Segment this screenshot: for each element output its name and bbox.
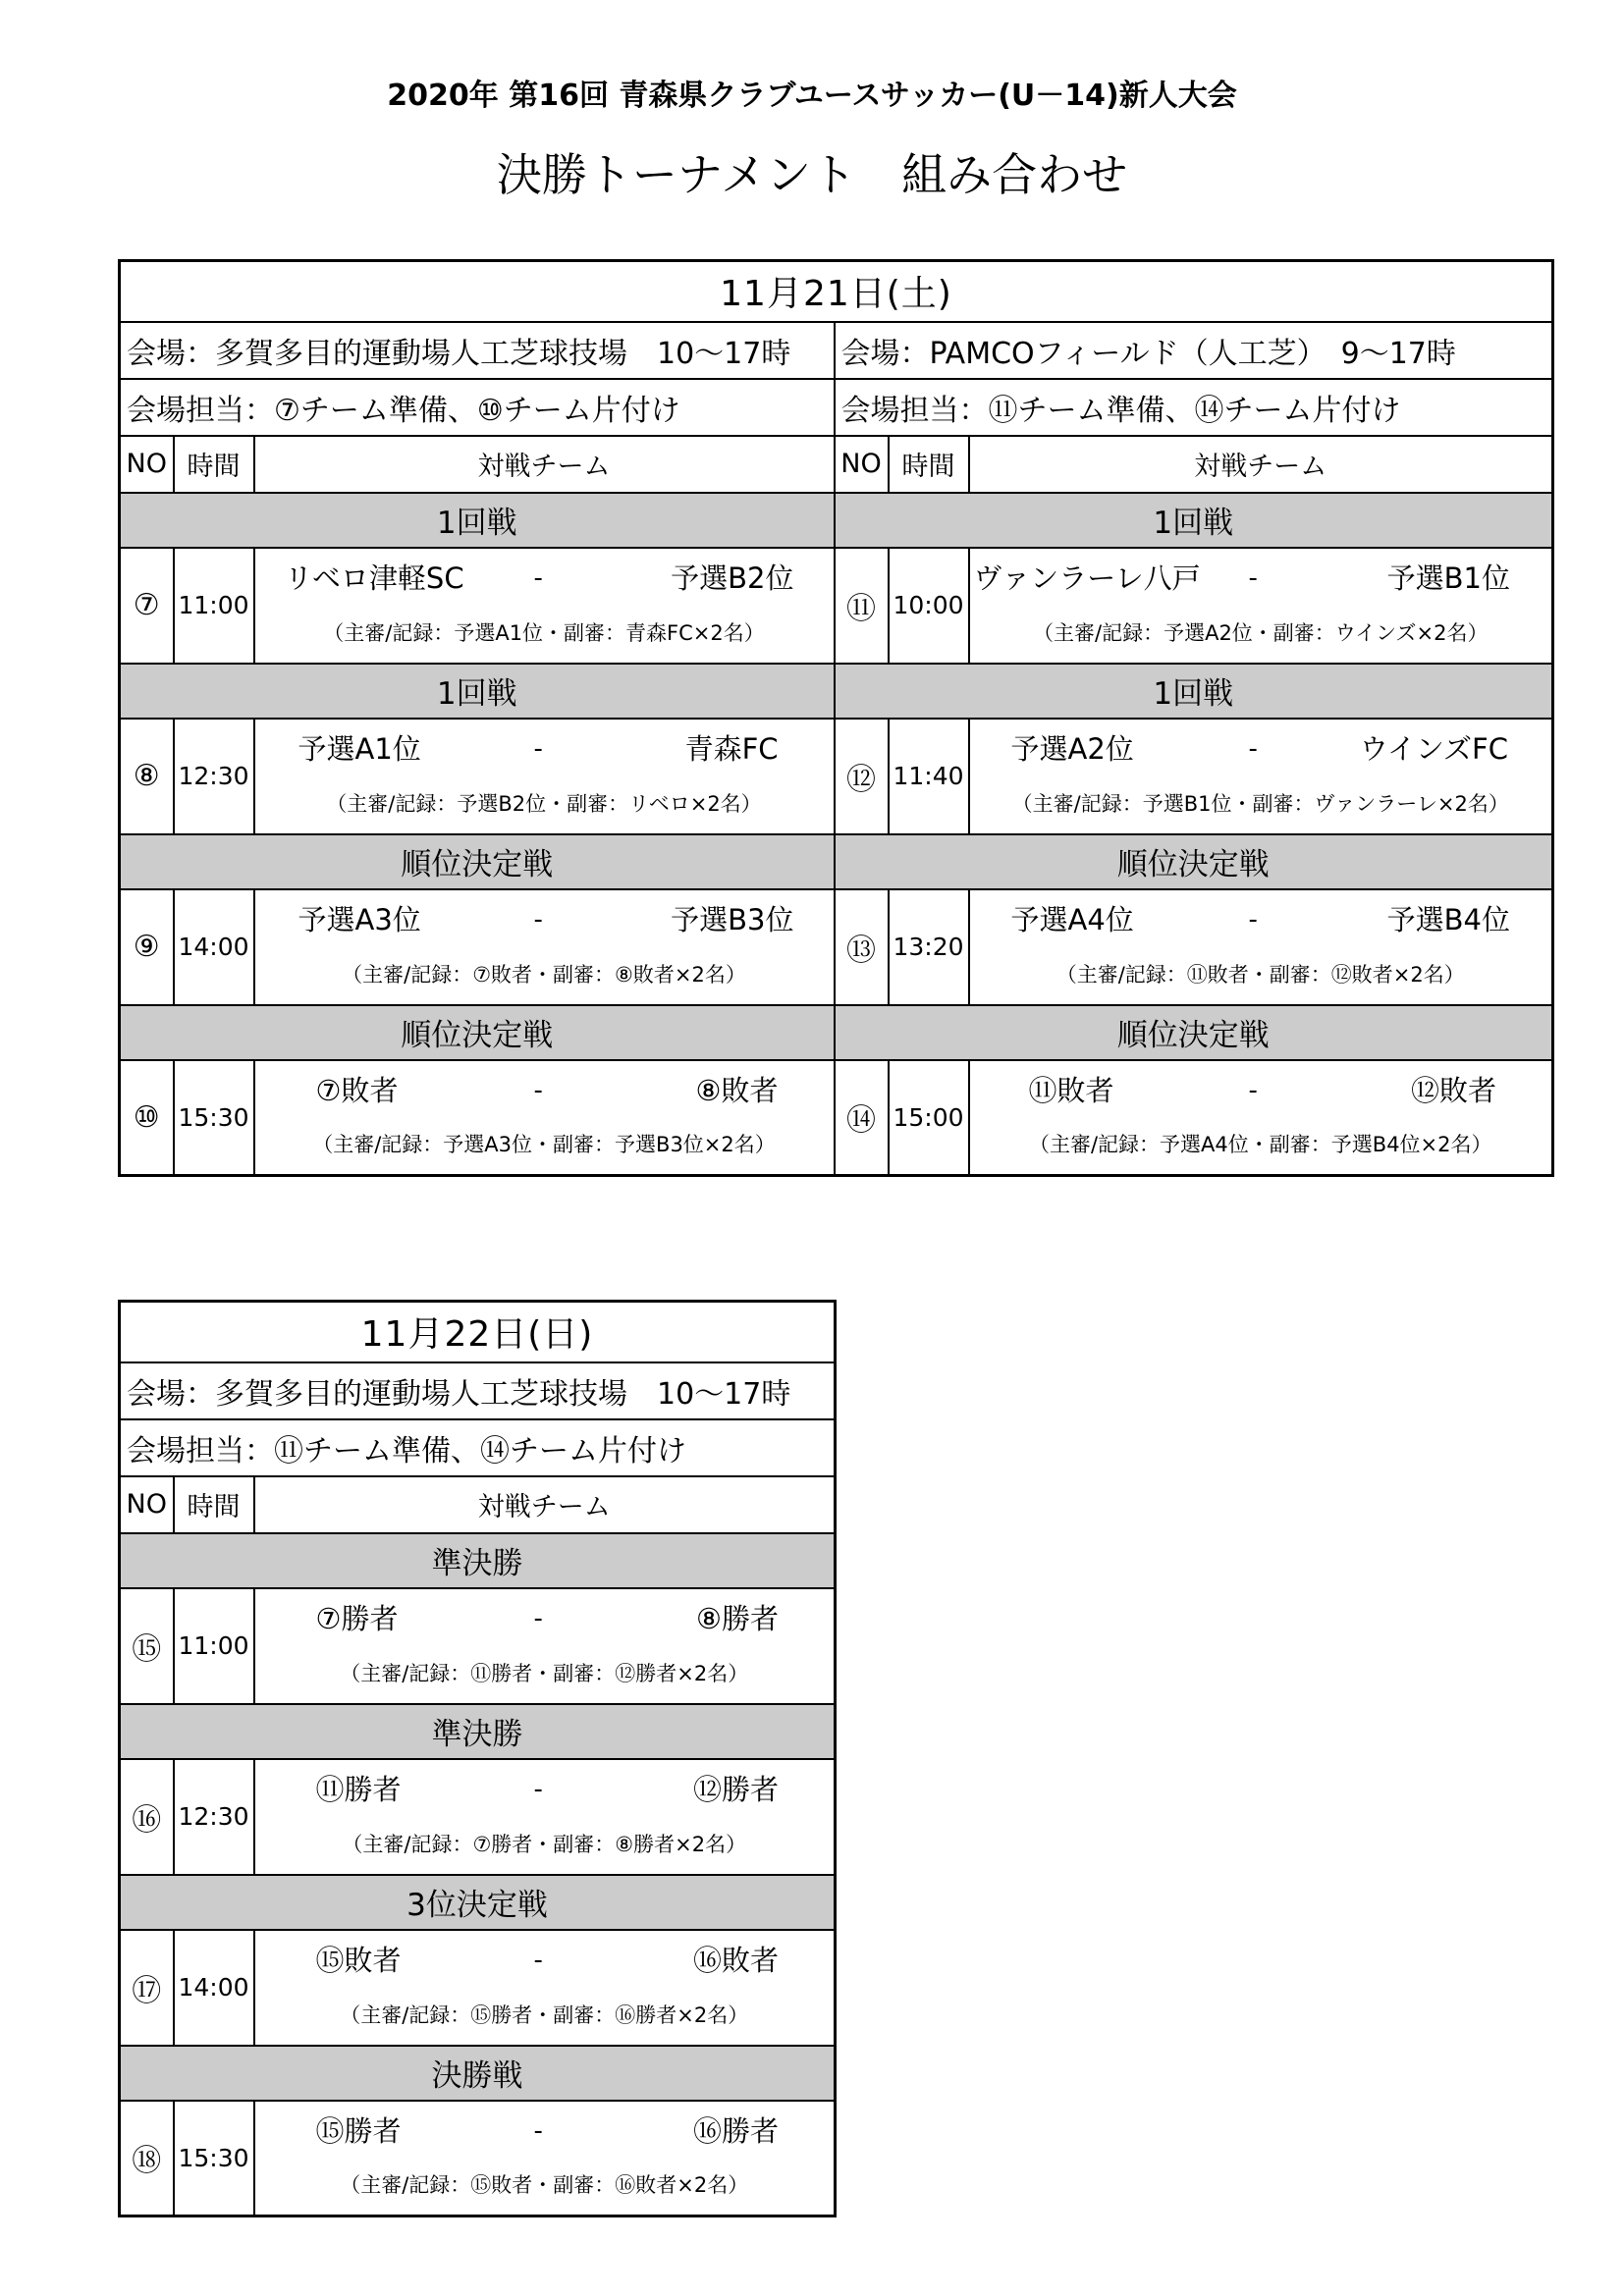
match-time: 10:00 — [889, 548, 969, 664]
round-label: 準決勝 — [120, 1533, 836, 1588]
officials-note: （主審/記録：⑪勝者・副審：⑫勝者×2名） — [340, 1661, 749, 1685]
officials-note: （主審/記録：予選B2位・副審：リベロ×2名） — [326, 791, 762, 816]
home-team: ヴァンラーレ八戸 — [973, 561, 1201, 595]
round-label: 準決勝 — [120, 1704, 836, 1759]
round-label: 順位決定戦 — [120, 1005, 835, 1060]
vs-dash: - — [533, 2115, 543, 2146]
officials-note: （主審/記録：予選A3位・副審：予選B3位×2名） — [312, 1133, 776, 1156]
vs-dash: - — [533, 1945, 543, 1975]
match-time: 14:00 — [174, 889, 254, 1005]
home-team: ⑮敗者 — [315, 1943, 402, 1977]
match-number: ⑩ — [120, 1060, 174, 1176]
match-number: ⑯ — [120, 1759, 174, 1875]
round-label: 決勝戦 — [120, 2046, 836, 2101]
vs-dash: - — [533, 1774, 543, 1804]
header-no: NO — [120, 1476, 174, 1533]
home-team: 予選A3位 — [298, 902, 421, 936]
round-label: 順位決定戦 — [835, 1005, 1553, 1060]
match-pairing — [254, 719, 835, 834]
home-team: リベロ津軽SC — [284, 561, 464, 595]
header-no: NO — [835, 436, 889, 493]
header-no: NO — [120, 436, 174, 493]
away-team: 予選B4位 — [1386, 902, 1510, 936]
away-team: ⑫敗者 — [1410, 1073, 1496, 1107]
home-team: ⑪勝者 — [315, 1772, 402, 1806]
round-label: 順位決定戦 — [120, 834, 835, 889]
vs-dash: - — [1248, 562, 1258, 593]
header-time: 時間 — [174, 1476, 254, 1533]
header-match: 対戦チーム — [969, 436, 1553, 493]
round-label: 3位決定戦 — [120, 1875, 836, 1930]
match-time: 11:40 — [889, 719, 969, 834]
match-time: 15:30 — [174, 2101, 254, 2216]
away-team: ⑯敗者 — [692, 1943, 779, 1977]
away-team: ⑧勝者 — [696, 1601, 779, 1635]
officials-note: （主審/記録：予選A4位・副審：予選B4位×2名） — [1028, 1133, 1492, 1156]
match-pairing — [969, 1060, 1553, 1176]
match-time: 15:00 — [889, 1060, 969, 1176]
away-team: 予選B1位 — [1386, 561, 1510, 595]
officials-note: （主審/記録：⑮勝者・副審：⑯勝者×2名） — [340, 2002, 749, 2027]
match-number: ⑧ — [120, 719, 174, 834]
day1-schedule-table — [118, 259, 1554, 1177]
officials-note: （主審/記録：予選A1位・副審：青森FC×2名） — [323, 620, 765, 645]
match-number: ⑭ — [835, 1060, 889, 1176]
officials-note: （主審/記録：⑮敗者・副審：⑯敗者×2名） — [340, 2173, 749, 2197]
day1-date: 11月21日(土) — [120, 261, 1553, 322]
home-team: ⑦勝者 — [315, 1601, 399, 1635]
match-number: ⑱ — [120, 2101, 174, 2216]
match-pairing — [254, 1060, 835, 1176]
officials-note: （主審/記録：⑪敗者・副審：⑫敗者×2名） — [1056, 962, 1465, 987]
match-number: ⑨ — [120, 889, 174, 1005]
match-number: ⑫ — [835, 719, 889, 834]
match-time: 14:00 — [174, 1930, 254, 2046]
match-pairing — [254, 889, 835, 1005]
match-pairing — [969, 548, 1553, 664]
round-label: 1回戦 — [835, 493, 1553, 548]
away-team: ウインズFC — [1359, 731, 1508, 766]
vs-dash: - — [1248, 733, 1258, 764]
round-label: 順位決定戦 — [835, 834, 1553, 889]
match-time: 12:30 — [174, 719, 254, 834]
vs-dash: - — [533, 562, 543, 593]
round-label: 1回戦 — [120, 493, 835, 548]
vs-dash: - — [1248, 904, 1258, 934]
home-team: 予選A2位 — [1010, 731, 1134, 766]
match-pairing — [254, 1588, 836, 1704]
match-time: 11:00 — [174, 548, 254, 664]
away-team: ⑯勝者 — [692, 2113, 779, 2148]
home-team: 予選A4位 — [1010, 902, 1134, 936]
officials-note: （主審/記録：予選B1位・副審：ヴァンラーレ×2名） — [1011, 791, 1509, 816]
away-team: 予選B3位 — [671, 902, 794, 936]
day1-left-duty: 会場担当：⑦チーム準備、⑩チーム片付け — [120, 379, 835, 436]
away-team: 青森FC — [684, 731, 779, 766]
match-pairing — [254, 1930, 836, 2046]
home-team: ⑦敗者 — [315, 1073, 399, 1107]
header-match: 対戦チーム — [254, 1476, 836, 1533]
match-time: 13:20 — [889, 889, 969, 1005]
vs-dash: - — [533, 733, 543, 764]
day1-right-venue: 会場：PAMCOフィールド（人工芝） 9～17時 — [835, 322, 1553, 379]
header-match: 対戦チーム — [254, 436, 835, 493]
away-team: ⑧敗者 — [695, 1073, 779, 1107]
header-time: 時間 — [174, 436, 254, 493]
match-time: 15:30 — [174, 1060, 254, 1176]
officials-note: （主審/記録：⑦勝者・副審：⑧勝者×2名） — [342, 1832, 747, 1856]
day1-left-venue: 会場：多賀多目的運動場人工芝球技場 10～17時 — [120, 322, 835, 379]
officials-note: （主審/記録：⑦敗者・副審：⑧敗者×2名） — [342, 962, 746, 987]
home-team: ⑪敗者 — [1028, 1073, 1114, 1107]
match-pairing — [254, 2101, 836, 2216]
match-number: ⑬ — [835, 889, 889, 1005]
away-team: 予選B2位 — [671, 561, 794, 595]
day2-schedule-table — [118, 1300, 837, 2217]
document-title: 2020年 第16回 青森県クラブユースサッカー(U－14)新人大会 — [387, 79, 1237, 113]
round-label: 1回戦 — [835, 664, 1553, 719]
match-pairing — [254, 548, 835, 664]
vs-dash: - — [533, 904, 543, 934]
match-number: ⑦ — [120, 548, 174, 664]
match-number: ⑮ — [120, 1588, 174, 1704]
away-team: ⑫勝者 — [692, 1772, 779, 1806]
document-subtitle: 決勝トーナメント 組み合わせ — [496, 148, 1128, 201]
match-pairing — [969, 719, 1553, 834]
home-team: 予選A1位 — [298, 731, 421, 766]
vs-dash: - — [533, 1075, 543, 1105]
match-pairing — [969, 889, 1553, 1005]
day2-date: 11月22日(日) — [120, 1302, 836, 1362]
officials-note: （主審/記録：予選A2位・副審：ウインズ×2名） — [1033, 620, 1489, 645]
match-number: ⑪ — [835, 548, 889, 664]
day2-venue: 会場：多賀多目的運動場人工芝球技場 10～17時 — [120, 1362, 836, 1419]
match-pairing — [254, 1759, 836, 1875]
day2-duty: 会場担当：⑪チーム準備、⑭チーム片付け — [120, 1419, 836, 1476]
vs-dash: - — [533, 1603, 543, 1633]
match-time: 12:30 — [174, 1759, 254, 1875]
vs-dash: - — [1248, 1075, 1258, 1105]
match-number: ⑰ — [120, 1930, 174, 2046]
header-time: 時間 — [889, 436, 969, 493]
match-time: 11:00 — [174, 1588, 254, 1704]
round-label: 1回戦 — [120, 664, 835, 719]
home-team: ⑮勝者 — [315, 2113, 402, 2148]
day1-right-duty: 会場担当：⑪チーム準備、⑭チーム片付け — [835, 379, 1553, 436]
